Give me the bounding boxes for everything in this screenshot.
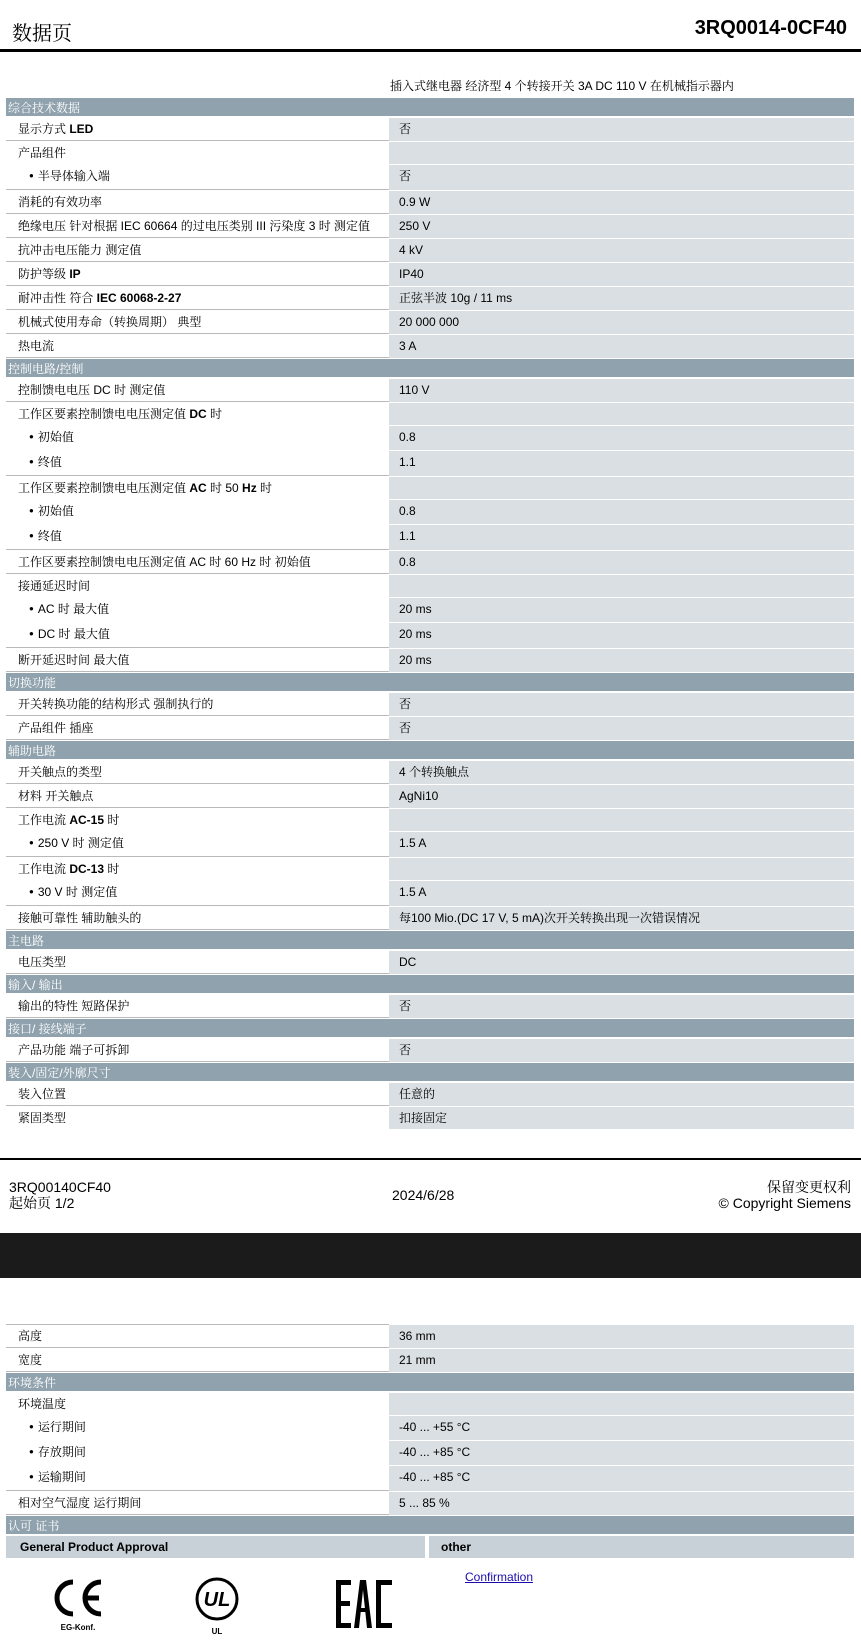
spec-row — [6, 165, 854, 191]
spec-row — [6, 118, 854, 142]
page-header — [0, 0, 861, 52]
spec-label: 绝缘电压 针对根据 IEC 60664 的过电压类别 III 污染度 3 时 测定值 — [6, 215, 389, 238]
spec-table — [6, 98, 854, 1130]
spec-label: 工作区要素控制馈电电压测定值 AC 时 60 Hz 时 初始值 — [6, 551, 389, 574]
spec-value — [389, 809, 854, 831]
spec-label: 装入位置 — [6, 1083, 389, 1106]
spec-row — [6, 858, 854, 881]
spec-table — [6, 1324, 854, 1645]
spec-label: 产品组件 — [18, 146, 67, 160]
spec-row — [6, 717, 854, 741]
spec-label: 抗冲击电压能力 测定值 — [6, 239, 389, 262]
spec-label: ● 250 V 时 测定值 — [6, 832, 389, 857]
spec-label: 材料 开关触点 — [6, 785, 389, 808]
spec-row — [6, 287, 854, 311]
spec-value: 20 000 000 — [389, 311, 854, 334]
spec-value: 3 A — [389, 335, 854, 358]
spec-value — [389, 477, 854, 499]
spec-value: 否 — [389, 165, 854, 190]
spec-value: 21 mm — [389, 1349, 854, 1372]
spec-value: 否 — [389, 1039, 854, 1062]
section-header-main-circuit: 主电路 — [6, 931, 854, 951]
spec-value: 4 kV — [389, 239, 854, 262]
spec-value — [389, 1393, 854, 1415]
spec-label: 宽度 — [6, 1349, 389, 1372]
spec-row — [6, 995, 854, 1019]
spec-label: 环境温度 — [18, 1397, 67, 1411]
spec-label: ● 运输期间 — [6, 1466, 389, 1491]
spec-row — [6, 649, 854, 673]
approvals-col-general: General Product Approval — [6, 1536, 429, 1558]
spec-row — [6, 809, 854, 832]
spec-row — [6, 215, 854, 239]
spec-value: 4 个转换触点 — [389, 761, 854, 784]
spec-value — [389, 575, 854, 597]
spec-row — [6, 1466, 854, 1492]
spec-label: ● 运行期间 — [6, 1416, 389, 1440]
spec-row — [6, 1416, 854, 1441]
spec-value — [389, 858, 854, 880]
spec-row — [6, 403, 854, 426]
approval-logos — [6, 1558, 854, 1645]
spec-label: 开关转换功能的结构形式 强制执行的 — [6, 693, 389, 716]
footer-copyright: © Copyright Siemens — [718, 1195, 851, 1211]
spec-row — [6, 1083, 854, 1107]
ce-mark — [48, 1578, 108, 1632]
spec-label: ● 存放期间 — [6, 1441, 389, 1465]
page-title: 数据页 — [12, 23, 72, 45]
spec-label: 耐冲击性 符合 IEC 60068-2-27 — [6, 287, 389, 310]
spec-label: 产品功能 端子可拆卸 — [6, 1039, 389, 1062]
spec-value — [389, 403, 854, 425]
spec-row — [6, 832, 854, 858]
spec-label: 接触可靠性 辅助触头的 — [6, 907, 389, 930]
spec-label: ● AC 时 最大值 — [6, 598, 389, 622]
spec-value: 否 — [389, 995, 854, 1018]
ul-mark — [192, 1576, 242, 1636]
spec-row — [6, 1393, 854, 1416]
section-header-mounting: 装入/固定/外廓尺寸 — [6, 1063, 854, 1083]
spec-value: 1.1 — [389, 451, 854, 476]
footer-page-number: 起始页 1/2 — [9, 1195, 75, 1211]
spec-label: 显示方式 LED — [6, 118, 389, 141]
spec-row — [6, 1349, 854, 1373]
footer-left — [9, 1179, 111, 1211]
spec-value: 正弦半波 10g / 11 ms — [389, 287, 854, 310]
footer-right — [719, 1179, 851, 1211]
spec-value: 250 V — [389, 215, 854, 238]
footer-rights: 保留变更权利 — [767, 1179, 851, 1195]
spec-row — [6, 477, 854, 500]
spec-value: 任意的 — [389, 1083, 854, 1106]
spec-row — [6, 335, 854, 359]
spec-value: DC — [389, 951, 854, 974]
section-header-control: 控制电路/控制 — [6, 359, 854, 379]
spec-label: 断开延迟时间 最大值 — [6, 649, 389, 672]
spec-label: 工作区要素控制馈电电压测定值 DC 时 — [18, 407, 223, 421]
spec-label: 产品组件 插座 — [6, 717, 389, 740]
datasheet-page-2 — [0, 1278, 861, 1645]
spec-row — [6, 693, 854, 717]
spec-row — [6, 263, 854, 287]
spec-value: 20 ms — [389, 598, 854, 622]
spec-value: 否 — [389, 118, 854, 141]
spec-row — [6, 951, 854, 975]
section-header-switching: 切换功能 — [6, 673, 854, 693]
spec-value: 否 — [389, 717, 854, 740]
spec-row — [6, 623, 854, 649]
spec-value: 36 mm — [389, 1325, 854, 1348]
section-header-io: 输入/ 输出 — [6, 975, 854, 995]
spec-label: 防护等级 IP — [6, 263, 389, 286]
ul-icon — [194, 1576, 240, 1622]
spec-value: AgNi10 — [389, 785, 854, 808]
section-header-aux: 辅助电路 — [6, 741, 854, 761]
spec-row — [6, 1492, 854, 1516]
ce-icon — [51, 1578, 105, 1618]
spec-row — [6, 426, 854, 451]
spec-value: 否 — [389, 693, 854, 716]
spec-label: ● 终值 — [6, 525, 389, 550]
ce-caption: EG-Konf. — [60, 1623, 96, 1632]
spec-value: -40 ... +85 °C — [389, 1441, 854, 1465]
spec-value: 0.8 — [389, 426, 854, 450]
spec-label: 消耗的有效功率 — [6, 191, 389, 214]
spec-row — [6, 907, 854, 931]
spec-row — [6, 785, 854, 809]
spec-value: 扣接固定 — [389, 1107, 854, 1129]
spec-label: 接通延迟时间 — [18, 579, 91, 593]
spec-row — [6, 598, 854, 623]
confirmation-link[interactable]: Confirmation — [465, 1570, 534, 1584]
spec-row — [6, 761, 854, 785]
footer-divider — [0, 1158, 861, 1160]
spec-value: 0.9 W — [389, 191, 854, 214]
ul-caption: UL — [211, 1627, 223, 1636]
section-header-environment: 环境条件 — [6, 1373, 854, 1393]
spec-row — [6, 379, 854, 403]
spec-value: 110 V — [389, 379, 854, 402]
approvals-col-other: other — [429, 1536, 854, 1558]
spec-label: ● 初始值 — [6, 500, 389, 524]
section-header-general: 综合技术数据 — [6, 98, 854, 118]
spec-row — [6, 311, 854, 335]
spec-row — [6, 1325, 854, 1349]
spec-value: 5 ... 85 % — [389, 1492, 854, 1515]
spec-label: ● 终值 — [6, 451, 389, 476]
page-separator — [0, 1233, 861, 1278]
spec-value: -40 ... +55 °C — [389, 1416, 854, 1440]
section-header-interface: 接口/ 接线端子 — [6, 1019, 854, 1039]
spec-label: 工作电流 DC-13 时 — [18, 862, 120, 876]
spec-row — [6, 1107, 854, 1130]
spec-row — [6, 451, 854, 477]
spec-label: ● 初始值 — [6, 426, 389, 450]
product-number: 3RQ0014-0CF40 — [694, 17, 847, 39]
spec-row — [6, 525, 854, 551]
spec-label: 控制馈电电压 DC 时 测定值 — [6, 379, 389, 402]
spec-label: ● 30 V 时 测定值 — [6, 881, 389, 906]
section-header-approvals: 认可 证书 — [6, 1516, 854, 1536]
approvals-header — [6, 1536, 854, 1558]
spec-value — [389, 142, 854, 164]
spec-row — [6, 1441, 854, 1466]
footer-date: 2024/6/28 — [392, 1187, 455, 1203]
spec-label: 热电流 — [6, 335, 389, 358]
spec-value: IP40 — [389, 263, 854, 286]
spec-value: 20 ms — [389, 623, 854, 648]
spec-label: 相对空气湿度 运行期间 — [6, 1492, 389, 1515]
spec-value: 20 ms — [389, 649, 854, 672]
spec-label: 输出的特性 短路保护 — [6, 995, 389, 1018]
spec-value: 0.8 — [389, 500, 854, 524]
spec-row — [6, 881, 854, 907]
spec-row — [6, 575, 854, 598]
spec-label: 开关触点的类型 — [6, 761, 389, 784]
spec-value: 1.5 A — [389, 881, 854, 906]
spec-value: 1.5 A — [389, 832, 854, 857]
footer-product-number: 3RQ00140CF40 — [9, 1179, 111, 1195]
spec-value: 0.8 — [389, 551, 854, 574]
spec-label: 高度 — [6, 1325, 389, 1348]
spec-row — [6, 142, 854, 165]
spec-label: ● DC 时 最大值 — [6, 623, 389, 648]
spec-label: 电压类型 — [6, 951, 389, 974]
eac-icon — [334, 1578, 394, 1630]
spec-label: 工作电流 AC-15 时 — [18, 813, 120, 827]
spec-value: 1.1 — [389, 525, 854, 550]
spec-label: 机械式使用寿命（转换周期） 典型 — [6, 311, 389, 334]
spec-row — [6, 551, 854, 575]
spec-row — [6, 500, 854, 525]
spec-row — [6, 239, 854, 263]
spec-label: 紧固类型 — [18, 1111, 67, 1125]
spec-value: 每100 Mio.(DC 17 V, 5 mA)次开关转换出现一次错误情况 — [389, 907, 854, 930]
spec-row — [6, 191, 854, 215]
product-description: 插入式继电器 经济型 4 个转接开关 3A DC 110 V 在机械指示器内 — [390, 79, 734, 93]
spec-label: ● 半导体输入端 — [6, 165, 389, 190]
eac-mark — [332, 1578, 396, 1635]
spec-label: 工作区要素控制馈电电压测定值 AC 时 50 Hz 时 — [18, 481, 273, 495]
spec-row — [6, 1039, 854, 1063]
svg-text:UL: UL — [203, 1589, 231, 1611]
spec-value: -40 ... +85 °C — [389, 1466, 854, 1491]
